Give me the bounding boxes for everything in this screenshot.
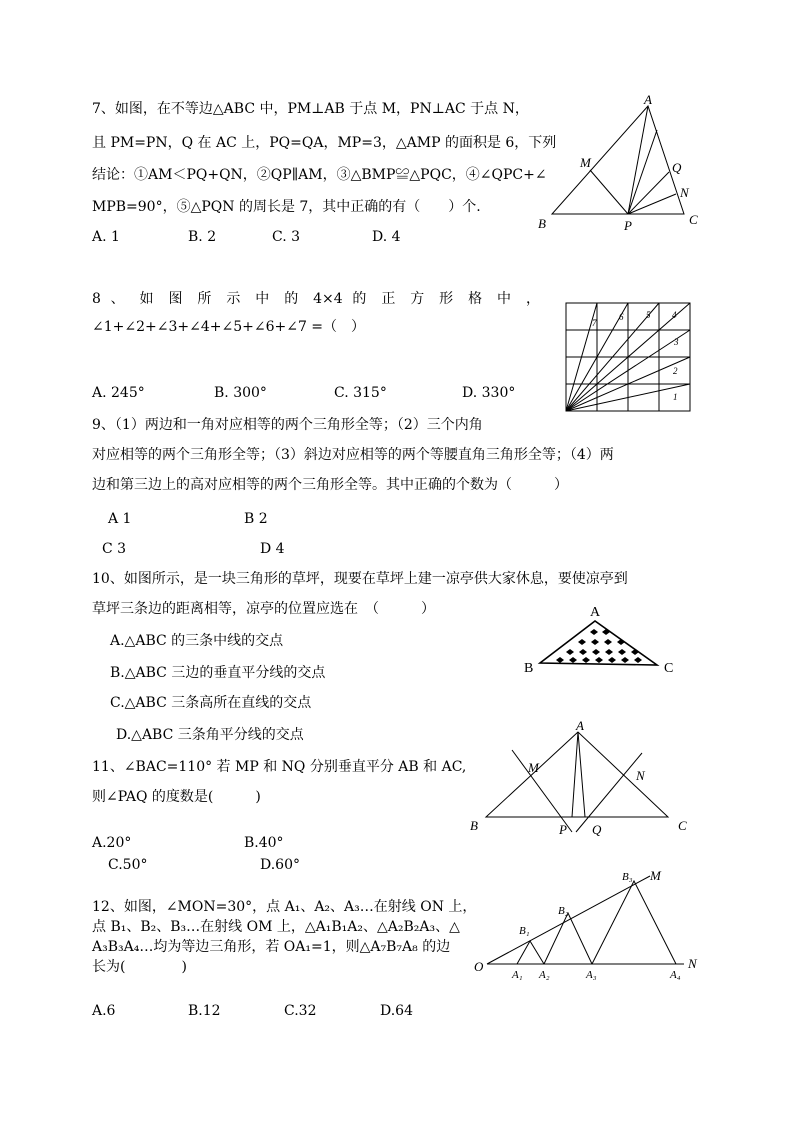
q8-option-c: C. 315° — [334, 385, 387, 401]
q7-label-m: M — [580, 155, 591, 170]
q12-option-c: C.32 — [284, 1003, 317, 1019]
q12-label-a1: A₁ — [512, 969, 523, 981]
q12-label-a2: A₂ — [539, 969, 550, 981]
q9-line-2: 对应相等的两个三角形全等；（3）斜边对应相等的两个等腰直角三角形全等；（4）两 — [92, 447, 614, 463]
q12-label-a4: A₄ — [670, 969, 681, 981]
q10-label-c: C — [664, 661, 674, 676]
q7-option-c: C. 3 — [272, 229, 301, 245]
q11-label-c: C — [678, 818, 687, 833]
q11-option-a: A.20° — [92, 835, 132, 851]
q11-label-m: M — [528, 760, 539, 775]
q8-angle-6: 6 — [619, 312, 624, 322]
q11-option-c: C.50° — [108, 857, 148, 873]
q10-option-d: D.△ABC 三条角平分线的交点 — [116, 727, 304, 743]
q11-label-a: A — [576, 718, 584, 733]
q8-angle-2: 2 — [673, 366, 678, 376]
q8-line-1: 8 、 如 图 所 示 中 的 4×4 的 正 方 形 格 中 ， — [92, 291, 540, 307]
q12-line-1: 12、如图，∠MON=30°，点 A₁、A₂、A₃…在射线 ON 上， — [92, 899, 477, 915]
q8-option-b: B. 300° — [214, 385, 267, 401]
q12-label-o: O — [474, 959, 484, 974]
q8-line-2: ∠1+∠2+∠3+∠4+∠5+∠6+∠7 =（ ） — [92, 319, 366, 335]
q11-option-d: D.60° — [260, 857, 300, 873]
q8-angle-1: 1 — [673, 392, 678, 402]
q8-angle-7: 7 — [592, 318, 597, 328]
q12-option-b: B.12 — [188, 1003, 221, 1019]
q9-option-b: B 2 — [244, 511, 268, 527]
q9-option-c: C 3 — [102, 541, 127, 557]
q7-label-p: P — [624, 218, 632, 233]
q8-angle-3: 3 — [674, 337, 679, 347]
q10-label-b: B — [524, 661, 534, 676]
q7-line-3: 结论：①AM＜PQ+QN，②QP∥AM，③△BMP≌△PQC，④∠QPC+∠ — [92, 167, 547, 183]
q9-option-a: A 1 — [108, 511, 132, 527]
q12-option-d: D.64 — [380, 1003, 413, 1019]
q10-option-b: B.△ABC 三边的垂直平分线的交点 — [110, 665, 326, 681]
q10-option-a: A.△ABC 的三条中线的交点 — [110, 633, 284, 649]
q7-label-c: C — [689, 212, 698, 227]
q12-label-n: N — [688, 956, 697, 971]
q11-line-2: 则∠PAQ 的度数是( ) — [92, 789, 261, 805]
q9-line-1: 9、（1）两边和一角对应相等的两个三角形全等；（2）三个内角 — [92, 417, 483, 433]
q12-line-3: A₃B₃A₄…均为等边三角形，若 OA₁=1，则△A₇B₇A₈ 的边 — [92, 939, 451, 955]
q7-option-a: A. 1 — [92, 229, 120, 245]
q7-option-b: B. 2 — [188, 229, 217, 245]
q9-line-3: 边和第三边上的高对应相等的两个三角形全等。其中正确的个数为（ ） — [92, 477, 568, 493]
q12-label-a3: A₃ — [586, 969, 597, 981]
q11-label-n: N — [636, 768, 645, 783]
q7-label-n: N — [680, 185, 689, 200]
q12-label-b1: B₁ — [519, 925, 530, 937]
q11-option-b: B.40° — [244, 835, 284, 851]
q12-label-b3: B₃ — [622, 871, 633, 883]
q12-option-a: A.6 — [92, 1003, 116, 1019]
q8-angle-4: 4 — [672, 310, 677, 320]
q7-label-a: A — [644, 92, 652, 107]
q10-line-1: 10、如图所示，是一块三角形的草坪，现要在草坪上建一凉亭供大家休息，要使凉亭到 — [92, 571, 628, 587]
q8-option-d: D. 330° — [462, 385, 516, 401]
q7-label-b: B — [538, 216, 546, 231]
q11-label-p: P — [559, 822, 567, 837]
q11-label-q: Q — [592, 822, 602, 837]
q12-label-m: M — [650, 868, 661, 883]
q7-line-4: MPB=90°，⑤△PQN 的周长是 7，其中正确的有（ ）个. — [92, 199, 481, 215]
q8-option-a: A. 245° — [92, 385, 145, 401]
q7-line-1: 7、如图，在不等边△ABC 中，PM⊥AB 于点 M，PN⊥AC 于点 N， — [92, 101, 529, 117]
q12-line-2: 点 B₁、B₂、B₃…在射线 OM 上，△A₁B₁A₂、△A₂B₂A₃、△ — [92, 919, 460, 935]
q10-option-c: C.△ABC 三条高所在直线的交点 — [110, 695, 312, 711]
q7-line-2: 且 PM=PN，Q 在 AC 上，PQ=QA，MP=3，△AMP 的面积是 6，下列 — [92, 135, 557, 151]
q12-line-4: 长为( ) — [92, 959, 187, 975]
q8-angle-5: 5 — [646, 310, 651, 320]
q11-label-b: B — [470, 818, 478, 833]
q12-label-b2: B₂ — [558, 905, 569, 917]
q7-label-q: Q — [672, 160, 682, 175]
q10-label-a: A — [590, 605, 601, 620]
q9-option-d: D 4 — [260, 541, 285, 557]
q11-line-1: 11、∠BAC=110° 若 MP 和 NQ 分别垂直平分 AB 和 AC, — [92, 759, 467, 775]
q7-option-d: D. 4 — [372, 229, 401, 245]
q10-line-2: 草坪三条边的距离相等，凉亭的位置应选在 （ ） — [92, 601, 435, 617]
